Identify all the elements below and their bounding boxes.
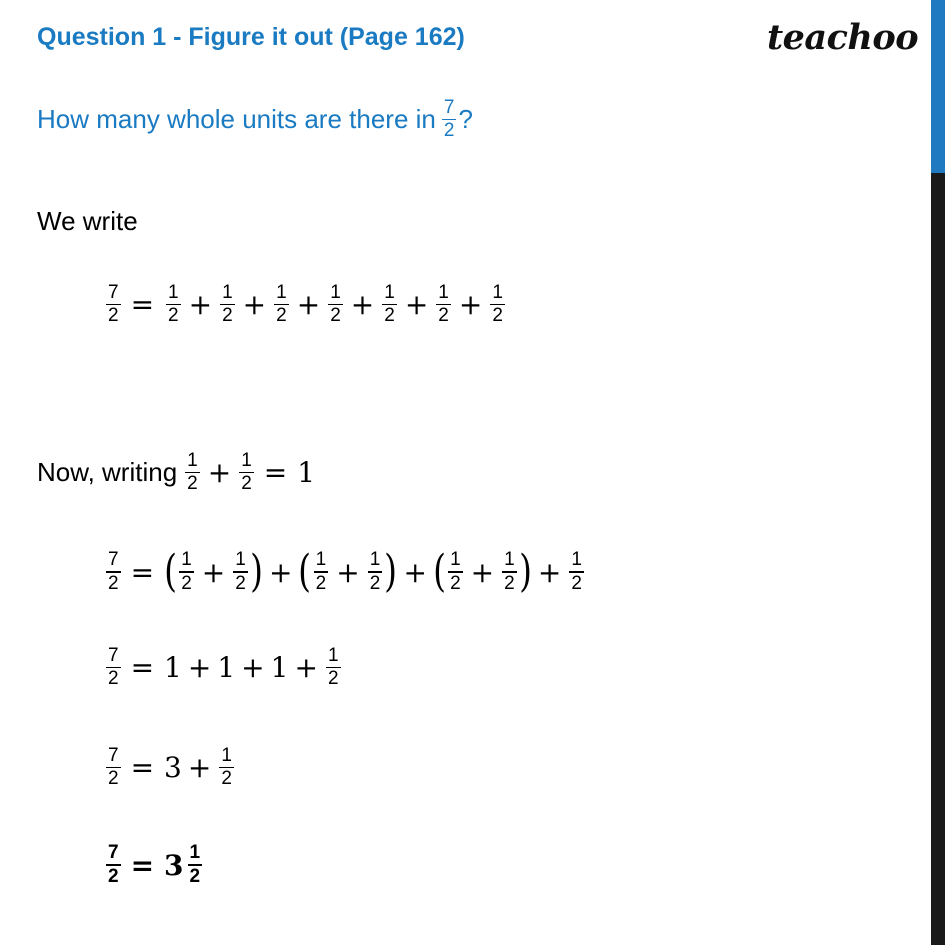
equation-step-2	[37, 451, 315, 494]
mixed-whole: 3	[164, 848, 184, 882]
fraction-numerator: 1	[187, 450, 198, 471]
fraction-numerator: 1	[276, 282, 287, 303]
plus-sign: +	[296, 288, 321, 322]
plus-sign: +	[470, 555, 495, 589]
close-paren: )	[384, 546, 398, 597]
plus-sign: +	[187, 651, 212, 685]
fraction-denominator: 2	[384, 305, 395, 327]
term-fraction	[233, 550, 248, 593]
fraction-denominator: 2	[492, 305, 503, 327]
fraction-denominator: 2	[241, 473, 252, 495]
mixed-fraction	[188, 843, 203, 887]
equals-sign: =	[130, 751, 155, 785]
result-value: 1	[297, 456, 316, 490]
lhs-fraction	[106, 746, 121, 789]
fraction-denominator: 2	[108, 572, 119, 594]
fraction-denominator: 2	[327, 668, 339, 690]
fraction-denominator: 2	[450, 572, 461, 594]
whole-part: 3	[164, 751, 182, 785]
fraction-numerator: 1	[235, 549, 246, 571]
term-fraction	[502, 550, 517, 593]
equals-sign: =	[130, 555, 155, 589]
fraction-numerator: 1	[369, 549, 381, 571]
equation-step-5	[104, 746, 236, 789]
open-paren: (	[298, 546, 312, 597]
equation-step-1	[104, 283, 507, 326]
plus-sign: +	[188, 288, 213, 322]
fraction-numerator: 1	[315, 549, 327, 571]
plus-sign: +	[336, 555, 360, 589]
whole-unit: 1	[270, 651, 289, 685]
close-paren: )	[249, 546, 263, 597]
plus-sign: +	[404, 288, 429, 322]
term-fraction	[326, 646, 341, 689]
fraction-denominator: 2	[222, 305, 233, 327]
solution-intro: We write	[37, 206, 138, 236]
term-fraction	[166, 283, 181, 326]
fraction-numerator: 7	[108, 842, 119, 863]
term-fraction	[239, 451, 254, 494]
term-fraction	[219, 746, 234, 789]
term-fraction	[382, 283, 397, 326]
fraction-denominator: 2	[571, 572, 582, 594]
fraction-denominator: 2	[189, 866, 201, 888]
fraction-numerator: 1	[222, 282, 233, 303]
fraction-numerator: 1	[241, 450, 252, 471]
fraction-numerator: 1	[330, 282, 341, 303]
question-title: Question 1 - Figure it out (Page 162)	[37, 23, 465, 51]
plus-sign: +	[201, 555, 226, 589]
open-paren: (	[164, 546, 178, 597]
fraction-numerator: 1	[450, 549, 461, 571]
fraction-denominator: 2	[168, 305, 179, 327]
lhs-fraction	[106, 283, 121, 326]
fraction-numerator: 1	[189, 842, 201, 863]
term-fraction	[274, 283, 289, 326]
final-answer	[104, 843, 204, 887]
fraction-numerator: 1	[221, 745, 232, 766]
fraction-numerator: 7	[108, 282, 119, 303]
question-label: How many whole units are there in	[37, 104, 436, 135]
plus-sign: +	[294, 651, 318, 685]
term-fraction	[328, 283, 343, 326]
fraction-denominator: 2	[108, 866, 119, 888]
equals-sign: =	[130, 288, 155, 322]
fraction-numerator: 1	[504, 549, 515, 571]
fraction-denominator: 2	[330, 305, 341, 327]
question-text	[37, 98, 473, 141]
fraction-numerator: 7	[108, 645, 119, 666]
equation-step-3	[104, 546, 586, 597]
plus-sign: +	[207, 456, 232, 490]
whole-unit: 1	[217, 651, 236, 685]
fraction-denominator: 2	[438, 305, 449, 327]
fraction-denominator: 2	[276, 305, 287, 327]
plus-sign: +	[537, 555, 562, 589]
term-fraction	[436, 283, 451, 326]
term-fraction	[314, 550, 329, 593]
lhs-fraction	[106, 550, 121, 593]
plus-sign: +	[269, 555, 293, 589]
term-fraction	[368, 550, 383, 593]
fraction-denominator: 2	[504, 572, 515, 594]
plus-sign: +	[242, 288, 267, 322]
fraction-denominator: 2	[187, 473, 198, 495]
fraction-numerator: 1	[571, 549, 582, 571]
fraction-numerator: 1	[384, 282, 395, 303]
step-label: Now, writing	[37, 457, 178, 488]
term-fraction	[179, 550, 194, 593]
plus-sign: +	[187, 751, 212, 785]
fraction-numerator: 7	[108, 549, 119, 571]
lhs-fraction	[106, 646, 121, 689]
term-fraction	[185, 451, 200, 494]
lhs-fraction	[106, 843, 121, 887]
fraction-numerator: 7	[108, 745, 119, 766]
fraction-denominator: 2	[235, 572, 246, 594]
term-fraction	[220, 283, 235, 326]
term-fraction	[448, 550, 463, 593]
fraction-denominator: 2	[221, 768, 232, 790]
fraction-denominator: 2	[108, 768, 119, 790]
equals-sign: =	[130, 848, 155, 882]
equals-sign: =	[263, 456, 288, 490]
question-mark: ?	[458, 104, 473, 135]
plus-sign: +	[350, 288, 375, 322]
plus-sign: +	[458, 288, 483, 322]
open-paren: (	[433, 546, 446, 597]
equation-step-4	[104, 646, 343, 689]
teachoo-logo: teachoo	[767, 17, 919, 58]
term-fraction	[569, 550, 584, 593]
fraction-denominator: 2	[108, 305, 119, 327]
fraction-denominator: 2	[108, 668, 119, 690]
side-bar-accent	[931, 0, 945, 173]
fraction-numerator: 1	[438, 282, 449, 303]
fraction-numerator: 1	[327, 645, 339, 666]
fraction-numerator: 1	[168, 282, 179, 303]
fraction-numerator: 7	[443, 97, 455, 118]
close-paren: )	[518, 546, 532, 597]
fraction-denominator: 2	[369, 572, 381, 594]
fraction-numerator: 1	[492, 282, 503, 303]
equals-sign: =	[130, 651, 155, 685]
fraction-numerator: 1	[181, 549, 192, 571]
plus-sign: +	[241, 651, 265, 685]
whole-unit: 1	[164, 651, 182, 685]
fraction-denominator: 2	[443, 120, 455, 142]
term-fraction	[490, 283, 505, 326]
fraction-denominator: 2	[181, 572, 192, 594]
plus-sign: +	[403, 555, 427, 589]
fraction-denominator: 2	[315, 572, 327, 594]
question-fraction	[442, 98, 457, 141]
